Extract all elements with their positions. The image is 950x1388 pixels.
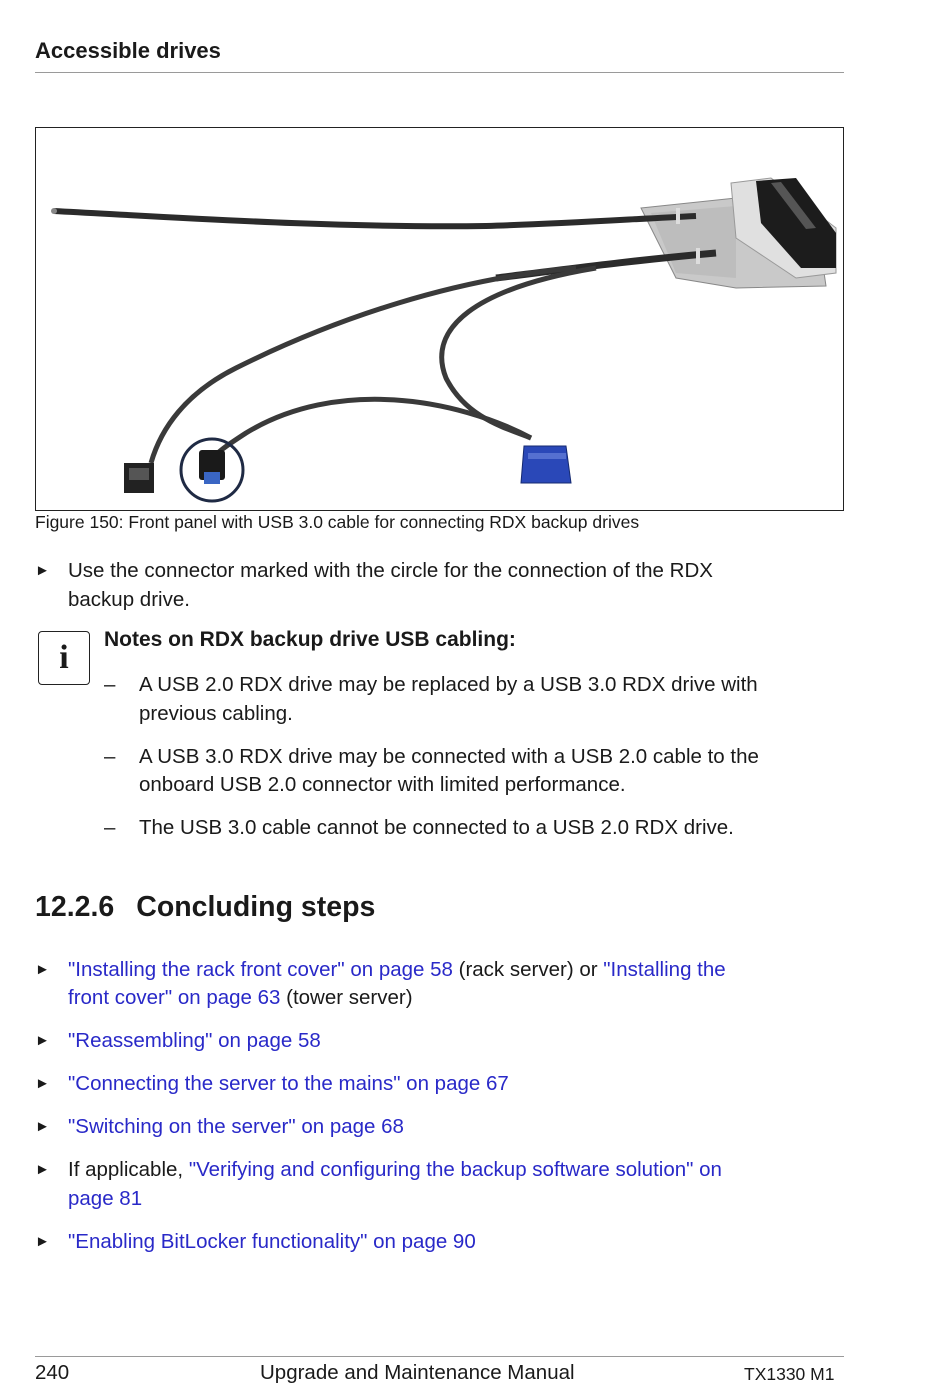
link-installing-front-cover[interactable]: "Installing the [603,958,726,981]
section-number: 12.2.6 [35,891,115,923]
cable-left-connector [151,268,576,463]
dash-icon: – [104,745,116,768]
long-cable [54,211,696,226]
step-1-line1 [68,956,726,985]
small-connector-pins [129,468,149,480]
dash-icon: – [104,673,116,696]
dash-icon: – [104,816,116,839]
step-1-line2 [68,984,413,1013]
cable-end [51,208,57,214]
cable-tie-1 [676,208,680,224]
note-1-line2: previous cabling. [139,702,293,725]
cable-tie-2 [696,248,700,264]
step-5-text: If applicable, [68,1158,189,1181]
link-bitlocker[interactable]: "Enabling BitLocker functionality" on page 90 [68,1230,476,1253]
usb-b-insert [204,472,220,484]
bullet-triangle-icon: ► [35,961,50,978]
link-backup-software-cont[interactable]: page 81 [68,1187,143,1210]
model-name: TX1330 M1 [744,1364,835,1384]
link-connecting-mains[interactable]: "Connecting the server to the mains" on page 67 [68,1072,509,1095]
cable-usb-b [214,399,531,458]
bullet-triangle-icon: ► [35,1075,50,1092]
manual-title: Upgrade and Maintenance Manual [260,1361,575,1384]
link-backup-software[interactable]: "Verifying and configuring the backup software solution" on [188,1158,722,1181]
note-3-line1: The USB 3.0 cable cannot be connected to a USB 2.0 RDX drive. [139,816,734,839]
link-switching-on[interactable]: "Switching on the server" on page 68 [68,1115,404,1138]
section-heading [35,891,375,924]
step-1-text: (rack server) or [452,958,604,981]
footer-rule [35,1356,844,1357]
bullet-triangle-icon: ► [35,1161,50,1178]
usb-header-connector [521,446,571,483]
note-2-line1: A USB 3.0 RDX drive may be connected with a USB 2.0 cable to the [139,745,759,768]
link-installing-rack-front-cover[interactable]: "Installing the rack front cover" on page 58 [68,958,453,981]
instruction-line2: backup drive. [68,588,190,611]
header-rule [35,72,844,73]
step-5-line1 [68,1156,722,1185]
figure-caption: Figure 150: Front panel with USB 3.0 cable for connecting RDX backup drives [35,512,640,532]
link-installing-front-cover-cont[interactable]: front cover" on page 63 [68,986,281,1009]
page-number: 240 [35,1361,70,1384]
bullet-triangle-icon: ► [35,562,50,579]
note-2-line2: onboard USB 2.0 connector with limited performance. [139,773,626,796]
link-reassembling[interactable]: "Reassembling" on page 58 [68,1029,321,1052]
bullet-triangle-icon: ► [35,1032,50,1049]
instruction-line1: Use the connector marked with the circle for the connection of the RDX [68,559,713,582]
running-header: Accessible drives [35,38,221,63]
bullet-triangle-icon: ► [35,1118,50,1135]
info-icon: i [38,631,90,685]
step-1-text2: (tower server) [280,986,413,1009]
bullet-triangle-icon: ► [35,1233,50,1250]
usb-header-pins [528,453,566,459]
figure-photo [35,127,844,511]
note-1-line1: A USB 2.0 RDX drive may be replaced by a USB 3.0 RDX drive with [139,673,758,696]
cable-photo [36,128,843,510]
section-title: Concluding steps [136,891,376,923]
notes-title: Notes on RDX backup drive USB cabling: [104,628,516,651]
